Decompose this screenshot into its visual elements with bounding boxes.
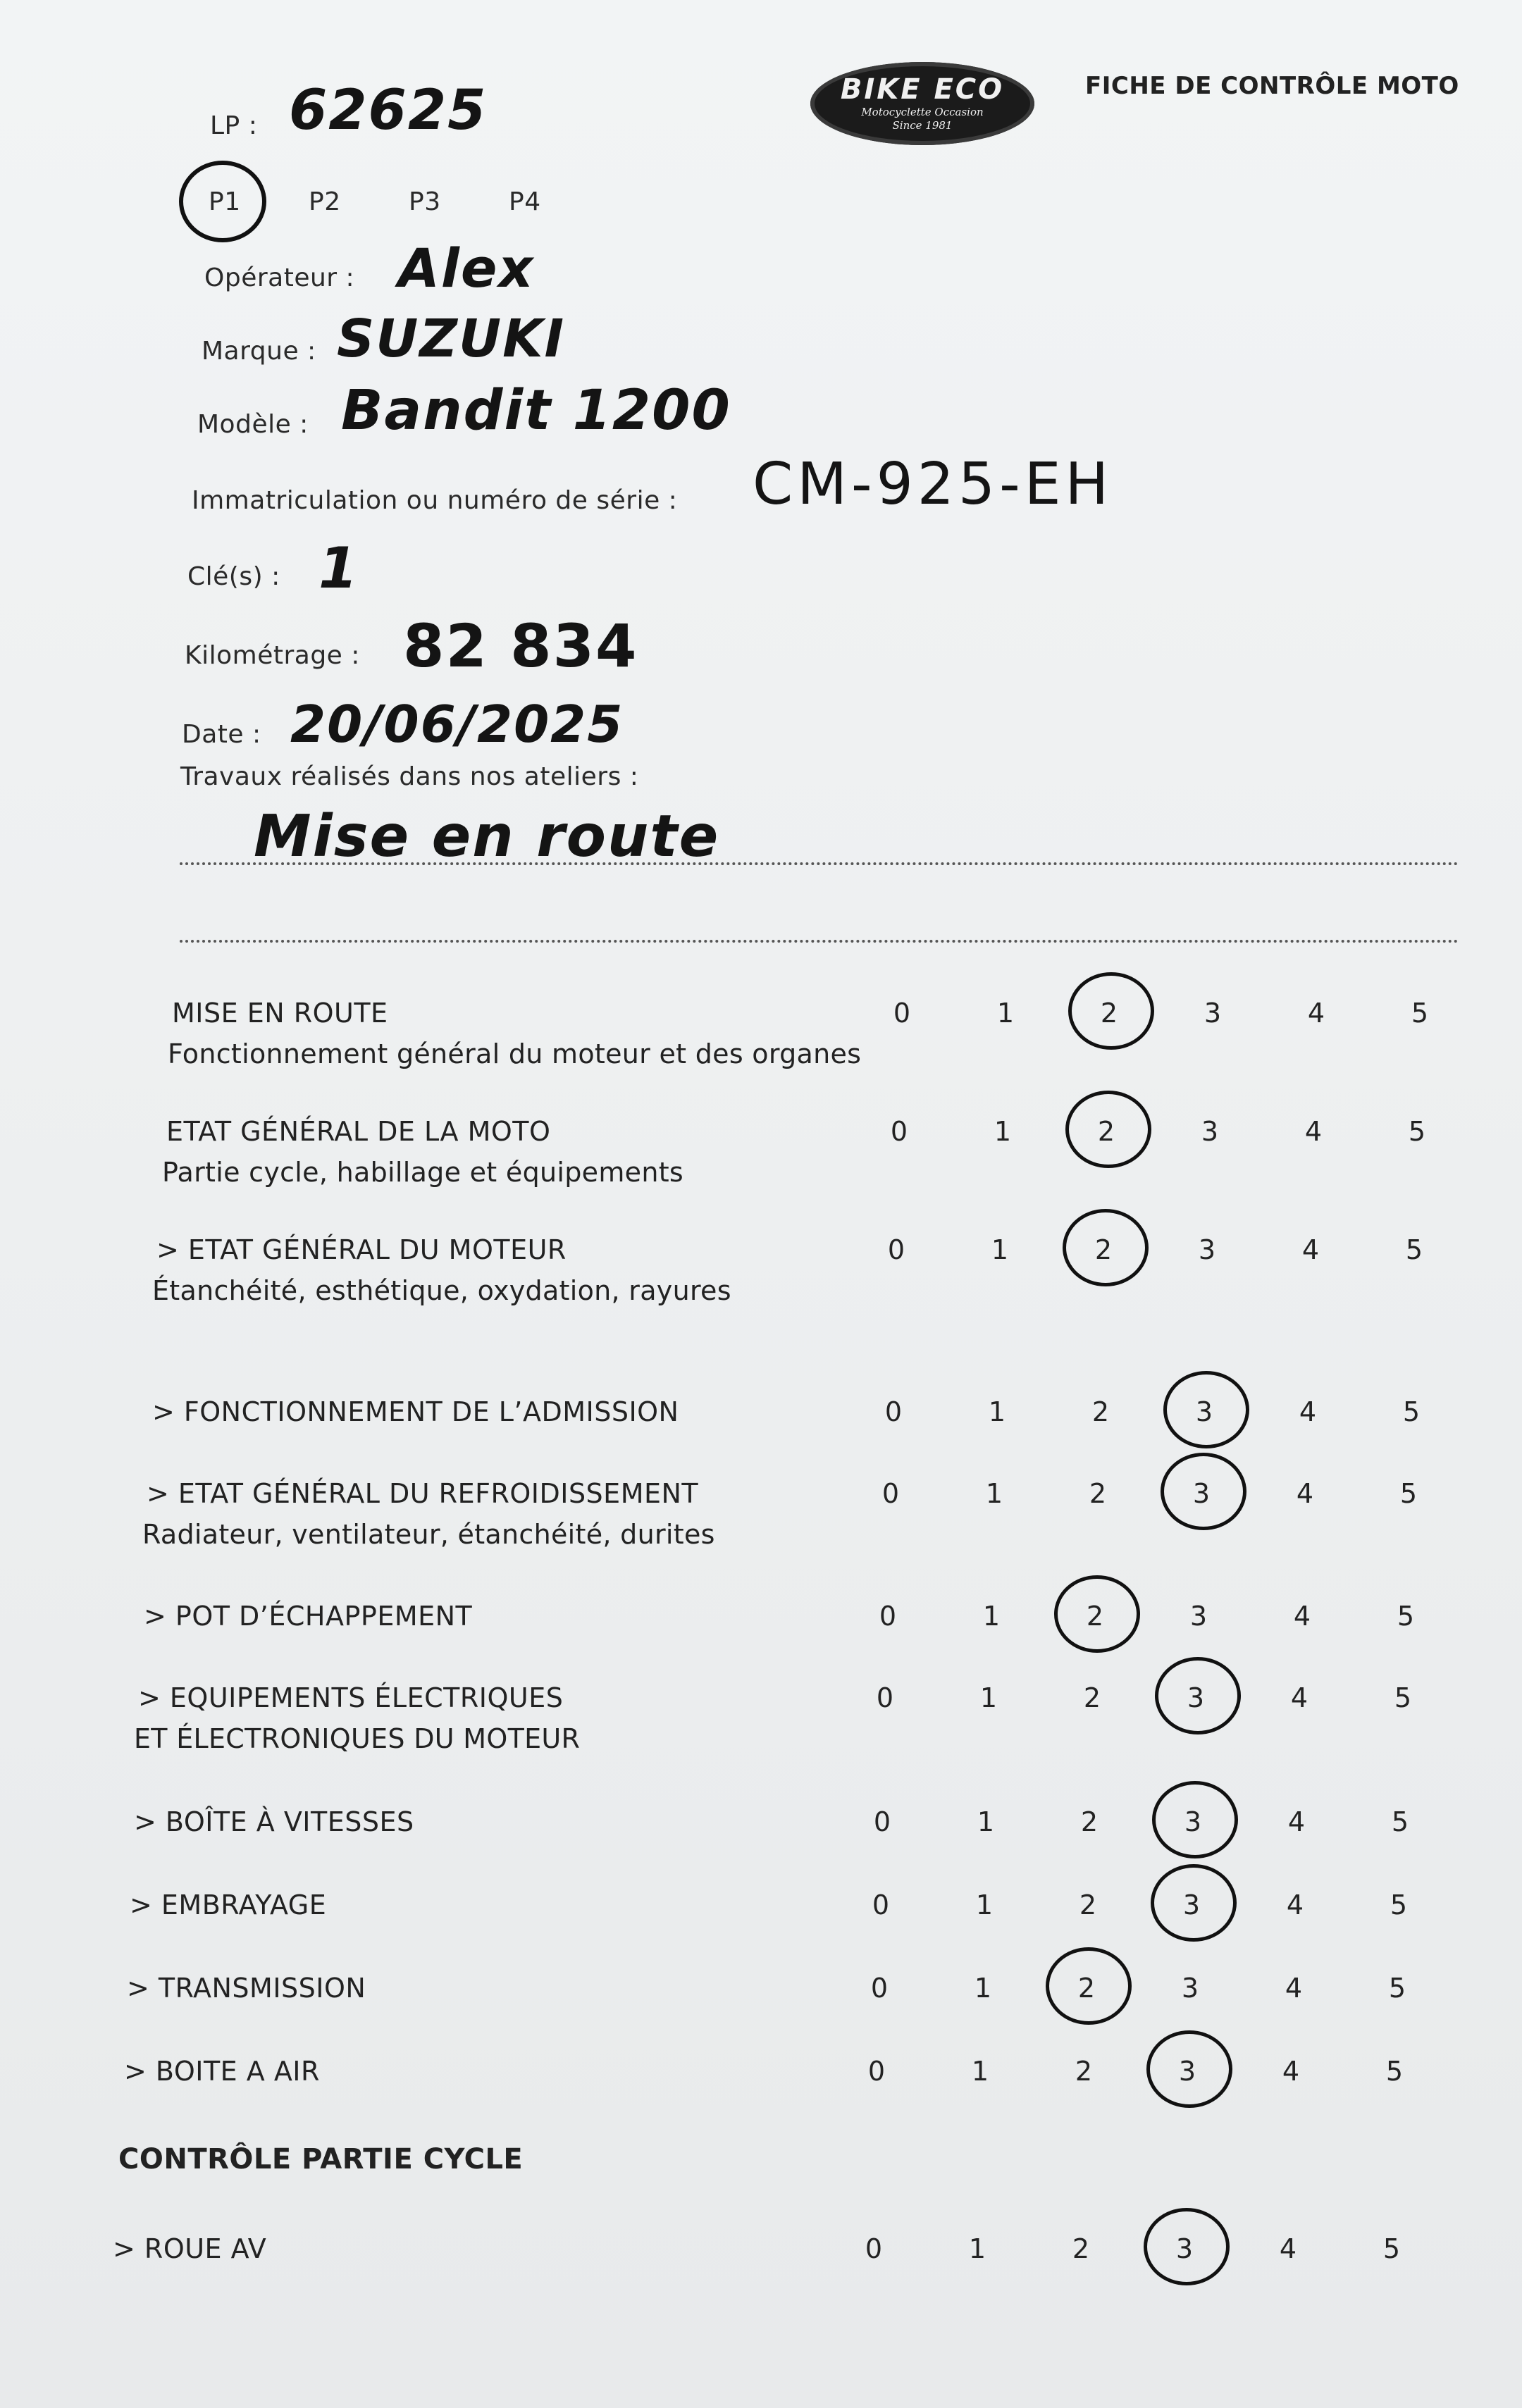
logo-brand: BIKE ECO [840, 73, 1005, 106]
check-7-score-2: 2 [1080, 1806, 1099, 1837]
check-1-score-2: 2 [1097, 1116, 1115, 1147]
position-selected-circle [179, 161, 266, 242]
operateur-value: Alex [398, 237, 535, 299]
check-7-score-3: 3 [1184, 1806, 1202, 1837]
check-2-score-5: 5 [1405, 1234, 1423, 1265]
position-p2: P2 [309, 187, 341, 216]
immat-value: CM-925-EH [753, 451, 1113, 518]
check-title: MISE EN ROUTE [172, 998, 388, 1029]
cycle-0-score-3: 3 [1175, 2233, 1194, 2264]
check-5-score-0: 0 [879, 1601, 897, 1632]
lp-value: 62625 [289, 79, 488, 142]
km-label: Kilométrage : [185, 641, 360, 670]
check-1-score-4: 4 [1304, 1116, 1323, 1147]
check-7-score-1: 1 [977, 1806, 995, 1837]
sheet-title: FICHE DE CONTRÔLE MOTO [1085, 72, 1459, 100]
section-partie-cycle: CONTRÔLE PARTIE CYCLE [118, 2143, 524, 2176]
check-4-score-3: 3 [1192, 1478, 1211, 1509]
check-0-score-4: 4 [1307, 998, 1325, 1029]
check-8-score-1: 1 [975, 1889, 994, 1920]
check-subtitle: Radiateur, ventilateur, étanchéité, durites [142, 1519, 715, 1550]
position-p1: P1 [209, 187, 241, 216]
check-3-score-3: 3 [1195, 1396, 1213, 1427]
check-8-score-2: 2 [1079, 1889, 1097, 1920]
cycle-0-score-1: 1 [968, 2233, 986, 2264]
check-7-score-0: 0 [873, 1806, 891, 1837]
modele-value: Bandit 1200 [341, 379, 731, 442]
check-2-score-3: 3 [1198, 1234, 1216, 1265]
check-4-score-5: 5 [1399, 1478, 1418, 1509]
check-5-score-5: 5 [1397, 1601, 1415, 1632]
check-10-score-4: 4 [1282, 2056, 1300, 2087]
check-subtitle: Étanchéité, esthétique, oxydation, rayures [152, 1275, 731, 1306]
travaux-value: Mise en route [254, 803, 720, 870]
check-subtitle: Fonctionnement général du moteur et des organes [168, 1038, 862, 1069]
check-title: ETAT GÉNÉRAL DE LA MOTO [166, 1116, 551, 1147]
check-title: > ROUE AV [113, 2233, 267, 2264]
check-0-selected-score-circle [1068, 972, 1154, 1050]
check-10-score-5: 5 [1385, 2056, 1404, 2087]
cycle-0-score-5: 5 [1382, 2233, 1401, 2264]
check-2-score-4: 4 [1301, 1234, 1320, 1265]
check-7-score-5: 5 [1391, 1806, 1409, 1837]
dotted-line-1 [180, 862, 1459, 865]
check-4-score-4: 4 [1296, 1478, 1314, 1509]
check-title: > EQUIPEMENTS ÉLECTRIQUES [138, 1682, 564, 1713]
cycle-0-score-0: 0 [865, 2233, 883, 2264]
modele-label: Modèle : [197, 410, 309, 439]
check-title: > EMBRAYAGE [130, 1889, 327, 1920]
check-9-score-2: 2 [1077, 1973, 1096, 2004]
check-5-score-1: 1 [982, 1601, 1001, 1632]
check-9-score-3: 3 [1181, 1973, 1199, 2004]
cycle-0-score-4: 4 [1279, 2233, 1297, 2264]
check-0-score-2: 2 [1100, 998, 1118, 1029]
check-9-selected-score-circle [1046, 1947, 1132, 2025]
check-6-score-0: 0 [876, 1682, 894, 1713]
date-value: 20/06/2025 [290, 695, 624, 754]
check-9-score-4: 4 [1285, 1973, 1303, 2004]
check-6-score-4: 4 [1290, 1682, 1308, 1713]
check-8-score-5: 5 [1390, 1889, 1408, 1920]
check-3-score-2: 2 [1091, 1396, 1110, 1427]
date-label: Date : [182, 720, 261, 749]
check-6-score-5: 5 [1394, 1682, 1412, 1713]
check-4-score-2: 2 [1089, 1478, 1107, 1509]
check-2-score-2: 2 [1094, 1234, 1113, 1265]
check-9-score-5: 5 [1388, 1973, 1406, 2004]
dotted-line-2 [180, 940, 1459, 943]
check-10-score-2: 2 [1075, 2056, 1093, 2087]
check-4-selected-score-circle [1161, 1453, 1246, 1530]
check-5-score-2: 2 [1086, 1601, 1104, 1632]
check-10-score-1: 1 [971, 2056, 989, 2087]
cles-label: Clé(s) : [187, 562, 280, 591]
check-0-score-1: 1 [996, 998, 1015, 1029]
check-6-selected-score-circle [1155, 1657, 1241, 1734]
check-6-score-1: 1 [979, 1682, 998, 1713]
check-5-score-4: 4 [1293, 1601, 1311, 1632]
check-title: > ETAT GÉNÉRAL DU REFROIDISSEMENT [147, 1478, 699, 1509]
check-title: > TRANSMISSION [127, 1973, 366, 2004]
check-subtitle: Partie cycle, habillage et équipements [162, 1157, 684, 1188]
check-8-score-0: 0 [872, 1889, 890, 1920]
check-1-score-5: 5 [1408, 1116, 1426, 1147]
check-7-selected-score-circle [1152, 1781, 1238, 1858]
operateur-label: Opérateur : [204, 263, 355, 292]
check-2-selected-score-circle [1063, 1209, 1149, 1286]
check-subtitle: ET ÉLECTRONIQUES DU MOTEUR [134, 1723, 581, 1754]
check-4-score-0: 0 [881, 1478, 900, 1509]
check-4-score-1: 1 [985, 1478, 1003, 1509]
km-value: 82 834 [403, 612, 638, 681]
check-title: > BOÎTE À VITESSES [134, 1806, 414, 1837]
check-2-score-0: 0 [887, 1234, 905, 1265]
position-p4: P4 [509, 187, 541, 216]
check-6-score-2: 2 [1083, 1682, 1101, 1713]
bike-eco-logo [810, 62, 1034, 145]
check-2-score-1: 1 [991, 1234, 1009, 1265]
check-3-score-0: 0 [884, 1396, 903, 1427]
check-10-score-0: 0 [867, 2056, 886, 2087]
check-1-score-3: 3 [1201, 1116, 1219, 1147]
check-title: > FONCTIONNEMENT DE L’ADMISSION [152, 1396, 679, 1427]
check-8-score-4: 4 [1286, 1889, 1304, 1920]
check-8-score-3: 3 [1182, 1889, 1201, 1920]
logo-tagline-1: Motocyclette Occasion [861, 106, 984, 118]
cycle-0-selected-score-circle [1144, 2208, 1230, 2285]
check-3-selected-score-circle [1163, 1371, 1249, 1448]
cles-value: 1 [318, 535, 359, 601]
cycle-0-score-2: 2 [1072, 2233, 1090, 2264]
check-3-score-4: 4 [1299, 1396, 1317, 1427]
check-title: > ETAT GÉNÉRAL DU MOTEUR [156, 1234, 567, 1265]
check-0-score-5: 5 [1411, 998, 1429, 1029]
marque-value: SUZUKI [337, 309, 566, 369]
check-title: > POT D’ÉCHAPPEMENT [144, 1601, 473, 1632]
check-5-score-3: 3 [1189, 1601, 1208, 1632]
check-1-score-1: 1 [994, 1116, 1012, 1147]
check-9-score-1: 1 [974, 1973, 992, 2004]
check-9-score-0: 0 [870, 1973, 889, 2004]
check-0-score-3: 3 [1204, 998, 1222, 1029]
check-1-score-0: 0 [890, 1116, 908, 1147]
check-3-score-1: 1 [988, 1396, 1006, 1427]
travaux-label: Travaux réalisés dans nos ateliers : [180, 762, 639, 791]
check-3-score-5: 5 [1402, 1396, 1421, 1427]
check-title: > BOITE A AIR [124, 2056, 320, 2087]
marque-label: Marque : [202, 337, 316, 366]
check-0-score-0: 0 [893, 998, 911, 1029]
check-5-selected-score-circle [1054, 1575, 1140, 1653]
check-10-selected-score-circle [1146, 2030, 1232, 2108]
check-10-score-3: 3 [1178, 2056, 1196, 2087]
check-6-score-3: 3 [1187, 1682, 1205, 1713]
immat-label: Immatriculation ou numéro de série : [192, 486, 678, 515]
check-1-selected-score-circle [1065, 1091, 1151, 1168]
position-p3: P3 [409, 187, 441, 216]
lp-label: LP : [210, 111, 258, 140]
logo-tagline-2: Since 1981 [892, 119, 953, 132]
check-7-score-4: 4 [1287, 1806, 1306, 1837]
check-8-selected-score-circle [1151, 1864, 1237, 1942]
